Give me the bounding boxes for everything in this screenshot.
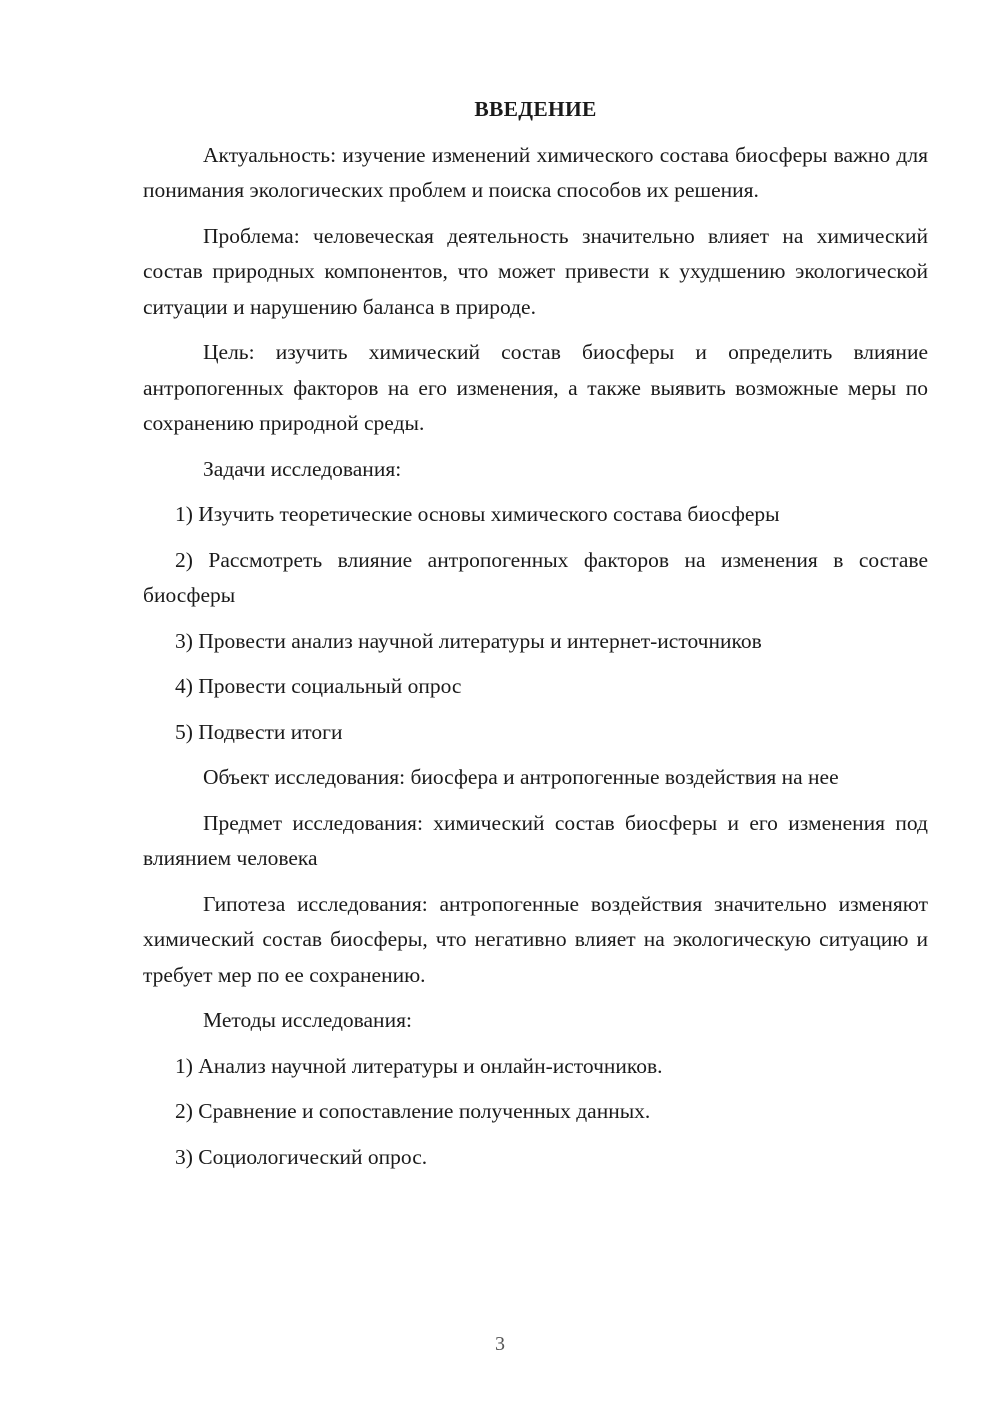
relevance-paragraph: Актуальность: изучение изменений химического состава биосферы важно для понимания экологических проблем и поиска способов их решения. [143,142,928,202]
page-number: 3 [495,1333,505,1355]
goal-paragraph: Цель: изучить химический состав биосферы и определить влияние антропогенных факторов на его изменения, а также выявить возможные меры по сохранению природной среды. [143,340,928,435]
document-title: ВВЕДЕНИЕ [474,97,597,121]
task-item: 1) Изучить теоретические основы химического состава биосферы [175,502,780,526]
method-item: 2) Сравнение и сопоставление полученных данных. [175,1099,651,1123]
task-item: 2) Рассмотреть влияние антропогенных факторов на изменения в составе биосферы [143,547,928,607]
hypothesis-paragraph: Гипотеза исследования: антропогенные воздействия значительно изменяют химический состав биосферы, что негативно влияет на экологическую ситуацию и требует мер по ее сохранению. [143,891,928,987]
tasks-heading: Задачи исследования: [203,456,402,481]
object-paragraph: Объект исследования: биосфера и антропогенные воздействия на нее [203,765,839,789]
methods-heading: Методы исследования: [203,1008,412,1032]
problem-paragraph: Проблема: человеческая деятельность значительно влияет на химический состав природных компонентов, что может привести к ухудшению экологической ситуации и нарушению баланса в природе. [143,223,928,319]
method-item: 1) Анализ научной литературы и онлайн-источников. [175,1053,663,1078]
subject-paragraph: Предмет исследования: химический состав биосферы и его изменения под влиянием человека [143,810,928,870]
task-item: 4) Провести социальный опрос [175,674,462,698]
method-item: 3) Социологический опрос. [175,1144,428,1169]
document-page [143,92,928,1185]
task-item: 3) Провести анализ научной литературы и интернет-источников [175,628,762,653]
task-item: 5) Подвести итоги [175,719,343,744]
